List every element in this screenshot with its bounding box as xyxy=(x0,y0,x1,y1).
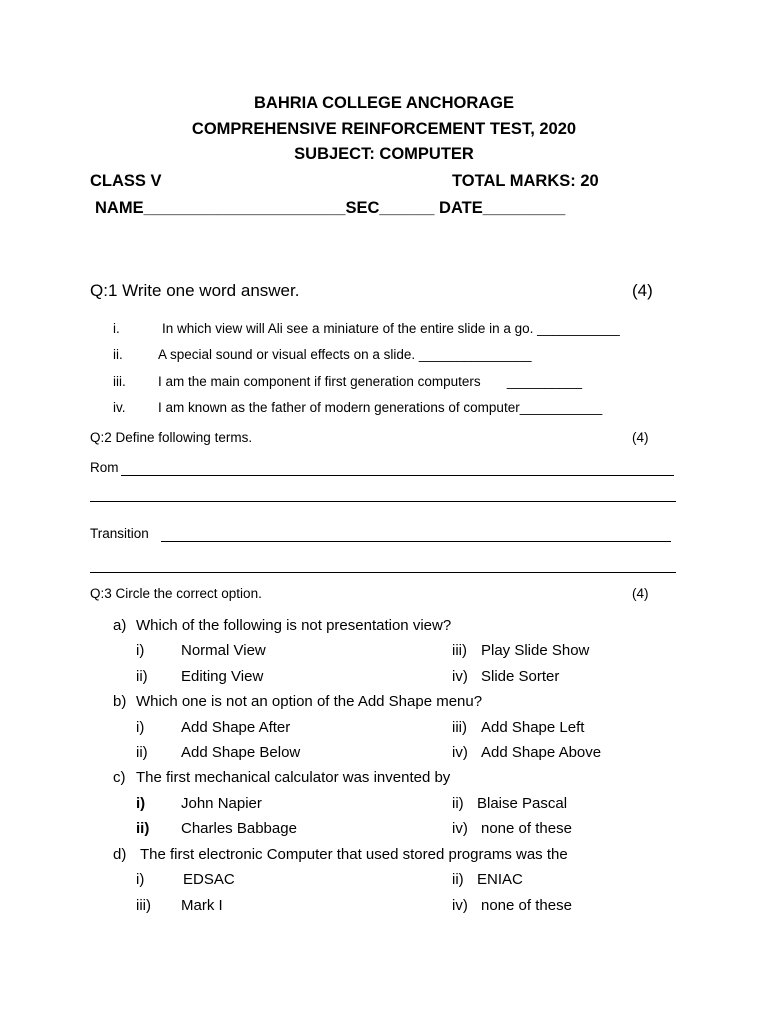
q1-label: Q:1 Write one word answer. xyxy=(90,281,300,300)
question-text: Which one is not an option of the Add Shape menu? xyxy=(136,693,483,710)
option-text: none of these xyxy=(481,897,572,914)
test-title: COMPREHENSIVE REINFORCEMENT TEST, 2020 xyxy=(191,120,577,138)
name-sec-date-line: NAME______________________SEC______ DATE_________ xyxy=(95,199,566,217)
option-num: ii) xyxy=(452,871,464,888)
subject-title: SUBJECT: COMPUTER xyxy=(294,145,474,163)
question-letter: a) xyxy=(113,617,127,634)
option-text: Blaise Pascal xyxy=(477,795,568,812)
question-text: Which of the following is not presentation view? xyxy=(136,617,452,634)
answer-line xyxy=(90,572,676,573)
option-num: iii) xyxy=(452,642,467,659)
option-num: ii) xyxy=(136,668,148,685)
option-num: i) xyxy=(136,795,146,812)
q1-item-num: iv. xyxy=(113,400,126,415)
q1-item-num: ii. xyxy=(113,347,123,362)
option-num: iii) xyxy=(452,719,467,736)
option-text: Add Shape After xyxy=(181,719,291,736)
option-num: iv) xyxy=(452,820,468,837)
total-marks: TOTAL MARKS: 20 xyxy=(452,172,599,190)
q1-item-text: I am the main component if first generation computers __________ xyxy=(158,374,582,389)
option-num: iv) xyxy=(452,744,468,761)
option-text: John Napier xyxy=(181,795,262,812)
q1-item-text: A special sound or visual effects on a slide. _______________ xyxy=(158,347,532,362)
q1-item-num: i. xyxy=(113,321,120,336)
option-text: Charles Babbage xyxy=(181,820,297,837)
class-label: CLASS V xyxy=(90,172,162,190)
option-text: Add Shape Below xyxy=(181,744,301,761)
option-num: iv) xyxy=(452,897,468,914)
option-text: none of these xyxy=(481,820,572,837)
q1-item-num: iii. xyxy=(113,374,126,389)
option-num: iii) xyxy=(136,897,151,914)
question-letter: d) xyxy=(113,846,127,863)
question-text: The first mechanical calculator was invented by xyxy=(136,769,451,786)
option-text: Add Shape Above xyxy=(481,744,602,761)
option-text: ENIAC xyxy=(477,871,523,888)
option-text: EDSAC xyxy=(183,871,235,888)
q2-label: Q:2 Define following terms. xyxy=(90,430,253,445)
q2-marks: (4) xyxy=(632,430,649,445)
option-num: ii) xyxy=(452,795,464,812)
answer-line xyxy=(121,475,674,476)
q1-item-text: In which view will Ali see a miniature of the entire slide in a go. ___________ xyxy=(162,321,620,336)
answer-line xyxy=(161,541,671,542)
q3-marks: (4) xyxy=(632,586,649,601)
q1-item-text: I am known as the father of modern generations of computer___________ xyxy=(158,400,603,415)
school-name: BAHRIA COLLEGE ANCHORAGE xyxy=(253,94,515,112)
option-num: i) xyxy=(136,642,145,659)
option-text: Add Shape Left xyxy=(481,719,585,736)
option-num: iv) xyxy=(452,668,468,685)
option-text: Mark I xyxy=(181,897,223,914)
option-num: ii) xyxy=(136,744,148,761)
q1-marks: (4) xyxy=(632,281,653,300)
option-text: Play Slide Show xyxy=(481,642,590,659)
answer-line xyxy=(90,501,676,502)
option-text: Normal View xyxy=(181,642,266,659)
option-num: i) xyxy=(136,719,145,736)
term-rom: Rom xyxy=(90,460,119,475)
question-letter: c) xyxy=(113,769,126,786)
question-text: The first electronic Computer that used stored programs was the xyxy=(140,846,568,863)
option-num: i) xyxy=(136,871,145,888)
option-num: ii) xyxy=(136,820,150,837)
question-letter: b) xyxy=(113,693,127,710)
option-text: Editing View xyxy=(181,668,264,685)
q3-label: Q:3 Circle the correct option. xyxy=(90,586,262,601)
term-transition: Transition xyxy=(90,526,149,541)
option-text: Slide Sorter xyxy=(481,668,560,685)
